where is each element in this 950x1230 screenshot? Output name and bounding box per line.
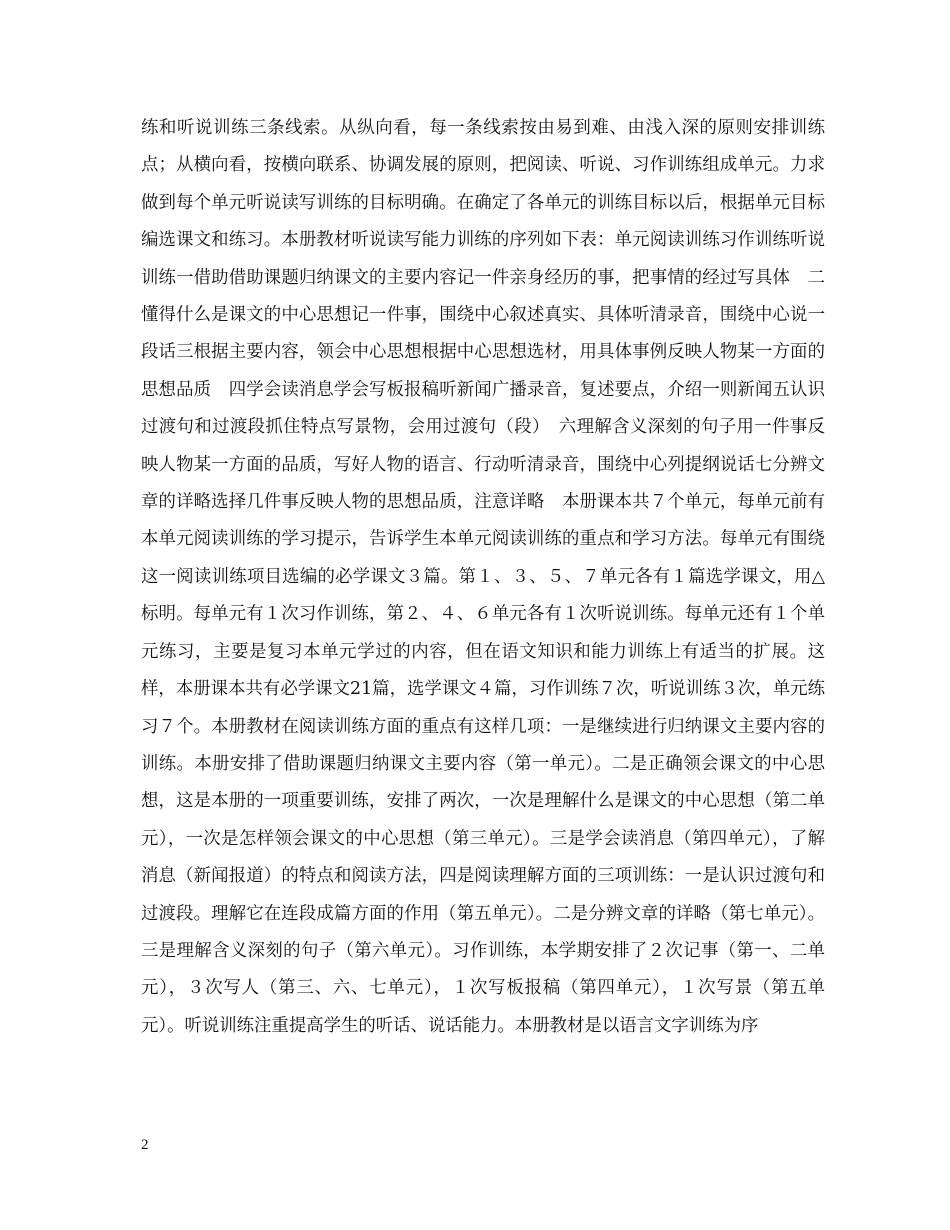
page-number: 2 bbox=[141, 1137, 149, 1153]
body-paragraph: 练和听说训练三条线索。从纵向看，每一条线索按由易到难、由浅入深的原则安排训练点；从横向看，按横向联系、协调发展的原则，把阅读、听说、习作训练组成单元。力求做到每个单元听说读写训练的目标明确。在确定了各单元的训练目标以后，根据单元目标编选课文和练习。本册教材听说读写能力训练的序列如下表：单元阅读训练习作训练听说训练一借助借助课题归纳课文的主要内容记一件亲身经历的事，把事情的经过写具体 二懂得什么是课文的中心思想记一件事，围绕中心叙述真实、具体听清录音，围绕中心说一段话三根据主要内容，领会中心思想根据中心思想选材，用具体事例反映人物某一方面的思想品质 四学会读消息学会写板报稿听新闻广播录音，复述要点，介绍一则新闻五认识过渡句和过渡段抓住特点写景物，会用过渡句（段） 六理解含义深刻的句子用一件事反映人物某一方面的品质，写好人物的语言、行动听清录音，围绕中心列提纲说话七分辨文章的详略选择几件事反映人物的思想品质，注意详略 本册课本共７个单元，每单元前有本单元阅读训练的学习提示，告诉学生本单元阅读训练的重点和学习方法。每单元有围绕这一阅读训练项目选编的必学课文３篇。第１、３、５、７单元各有１篇选学课文，用△标明。每单元有１次习作训练，第２、４、６单元各有１次听说训练。每单元还有１个单元练习，主要是复习本单元学过的内容，但在语文知识和能力训练上有适当的扩展。这样，本册课本共有必学课文21篇，选学课文４篇，习作训练７次，听说训练３次，单元练习７个。本册教材在阅读训练方面的重点有这样几项：一是继续进行归纳课文主要内容的训练。本册安排了借助课题归纳课文主要内容（第一单元）。二是正确领会课文的中心思想，这是本册的一项重要训练，安排了两次，一次是理解什么是课文的中心思想（第二单元），一次是怎样领会课文的中心思想（第三单元）。三是学会读消息（第四单元），了解消息（新闻报道）的特点和阅读方法，四是阅读理解方面的三项训练：一是认识过渡句和过渡段。理解它在连段成篇方面的作用（第五单元）。二是分辨文章的详略（第七单元）。三是理解含义深刻的句子（第六单元）。习作训练，本学期安排了２次记事（第一、二单元），３次写人（第三、六、七单元），１次写板报稿（第四单元），１次写景（第五单元）。听说训练注重提高学生的听话、说话能力。本册教材是以语言文字训练为序 bbox=[141, 118, 825, 1036]
